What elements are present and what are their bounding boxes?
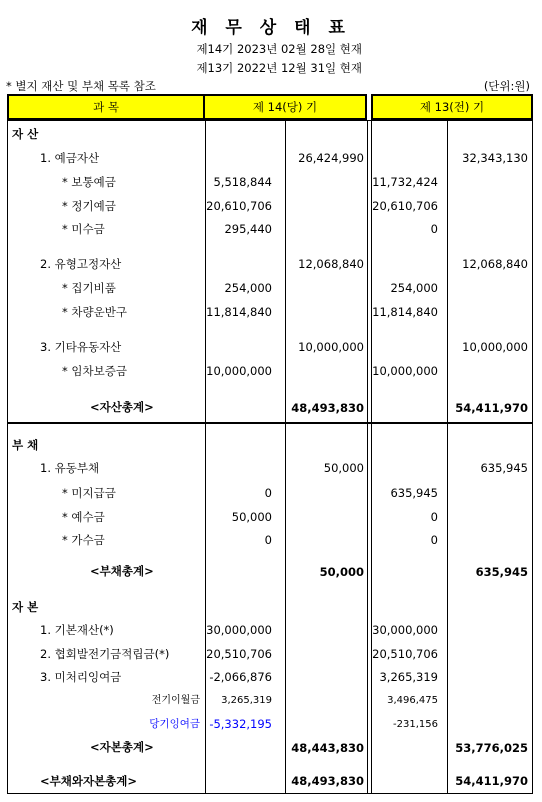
amount: 20,610,706 <box>372 199 438 213</box>
amount: 20,610,706 <box>206 199 272 213</box>
amount: 635,945 <box>480 461 528 475</box>
amount: 10,000,000 <box>372 364 438 378</box>
account-label: * 보통예금 <box>62 175 116 189</box>
liabilities-total-label: <부채총계> <box>90 564 154 578</box>
amount: 0 <box>264 486 272 500</box>
amount: 26,424,990 <box>298 151 364 165</box>
equity-heading: 자 본 <box>12 600 39 614</box>
amount: 11,814,840 <box>372 305 438 319</box>
note: * 별지 재산 및 부채 목록 참조 <box>6 79 156 93</box>
amount: 50,000 <box>231 510 272 524</box>
amount: 10,000,000 <box>298 340 364 354</box>
amount: 30,000,000 <box>372 623 438 637</box>
amount: 50,000 <box>323 461 364 475</box>
account-label: * 임차보증금 <box>62 364 127 378</box>
amount: 635,945 <box>390 486 438 500</box>
account-label: 전기이월금 <box>151 695 200 706</box>
period-prior: 제13기 2022년 12월 31일 현재 <box>196 61 362 75</box>
amount: 53,776,025 <box>455 741 528 755</box>
amount: 3,496,475 <box>387 695 438 706</box>
amount: -5,332,195 <box>209 717 272 731</box>
equity-total-label: <자본총계> <box>90 740 154 754</box>
amount: 10,000,000 <box>462 340 528 354</box>
amount: 254,000 <box>390 281 438 295</box>
amount: 3,265,319 <box>379 670 438 684</box>
unit-label: (단위:원) <box>483 79 530 93</box>
amount: -231,156 <box>393 719 438 730</box>
account-label: 1. 유동부채 <box>40 461 100 475</box>
amount: 20,510,706 <box>206 647 272 661</box>
amount: 32,343,130 <box>462 151 528 165</box>
account-label: * 미수금 <box>62 222 105 236</box>
account-label: * 차량운반구 <box>62 305 127 319</box>
amount: 48,493,830 <box>291 774 364 788</box>
header-prior: 제 13(전) 기 <box>371 94 533 120</box>
col-divider <box>371 120 372 794</box>
col-divider <box>367 120 368 794</box>
header-current: 제 14(당) 기 <box>205 94 367 120</box>
amount: 3,265,319 <box>221 695 272 706</box>
amount: 0 <box>264 533 272 547</box>
account-label: 당기잉여금 <box>149 718 200 730</box>
amount: 254,000 <box>224 281 272 295</box>
header-account: 과 목 <box>7 94 205 120</box>
assets-heading: 자 산 <box>12 127 39 141</box>
account-label: 3. 미처리잉여금 <box>40 670 122 684</box>
amount: 10,000,000 <box>206 364 272 378</box>
account-label: * 미지급금 <box>62 486 116 500</box>
amount: 50,000 <box>319 565 364 579</box>
amount: 12,068,840 <box>462 257 528 271</box>
amount: 11,732,424 <box>372 175 438 189</box>
amount: 0 <box>430 222 438 236</box>
amount: 0 <box>430 533 438 547</box>
account-label: 1. 기본재산(*) <box>40 623 114 637</box>
assets-total-label: <자산총계> <box>90 400 154 414</box>
amount: 20,510,706 <box>372 647 438 661</box>
amount: 48,443,830 <box>291 741 364 755</box>
amount: 30,000,000 <box>206 623 272 637</box>
amount: -2,066,876 <box>209 670 272 684</box>
col-divider <box>285 120 286 794</box>
account-label: * 예수금 <box>62 510 105 524</box>
amount: 54,411,970 <box>455 774 528 788</box>
account-label: * 가수금 <box>62 533 105 547</box>
page-title: 재 무 상 태 표 <box>191 18 351 38</box>
period-current: 제14기 2023년 02월 28일 현재 <box>196 42 362 56</box>
section-divider <box>7 422 533 424</box>
amount: 635,945 <box>475 565 528 579</box>
amount: 5,518,844 <box>213 175 272 189</box>
grand-total-label: <부채와자본총계> <box>40 774 138 788</box>
account-label: 2. 협회발전기금적립금(*) <box>40 647 170 661</box>
amount: 295,440 <box>224 222 272 236</box>
account-label: 2. 유형고정자산 <box>40 257 122 271</box>
account-label: * 집기비품 <box>62 281 116 295</box>
liabilities-heading: 부 채 <box>12 438 39 452</box>
col-divider <box>447 120 448 794</box>
amount: 0 <box>430 510 438 524</box>
col-divider <box>205 120 206 794</box>
account-label: 1. 예금자산 <box>40 151 100 165</box>
amount: 54,411,970 <box>455 401 528 415</box>
amount: 11,814,840 <box>206 305 272 319</box>
amount: 12,068,840 <box>298 257 364 271</box>
account-label: 3. 기타유동자산 <box>40 340 122 354</box>
amount: 48,493,830 <box>291 401 364 415</box>
account-label: * 정기예금 <box>62 199 116 213</box>
